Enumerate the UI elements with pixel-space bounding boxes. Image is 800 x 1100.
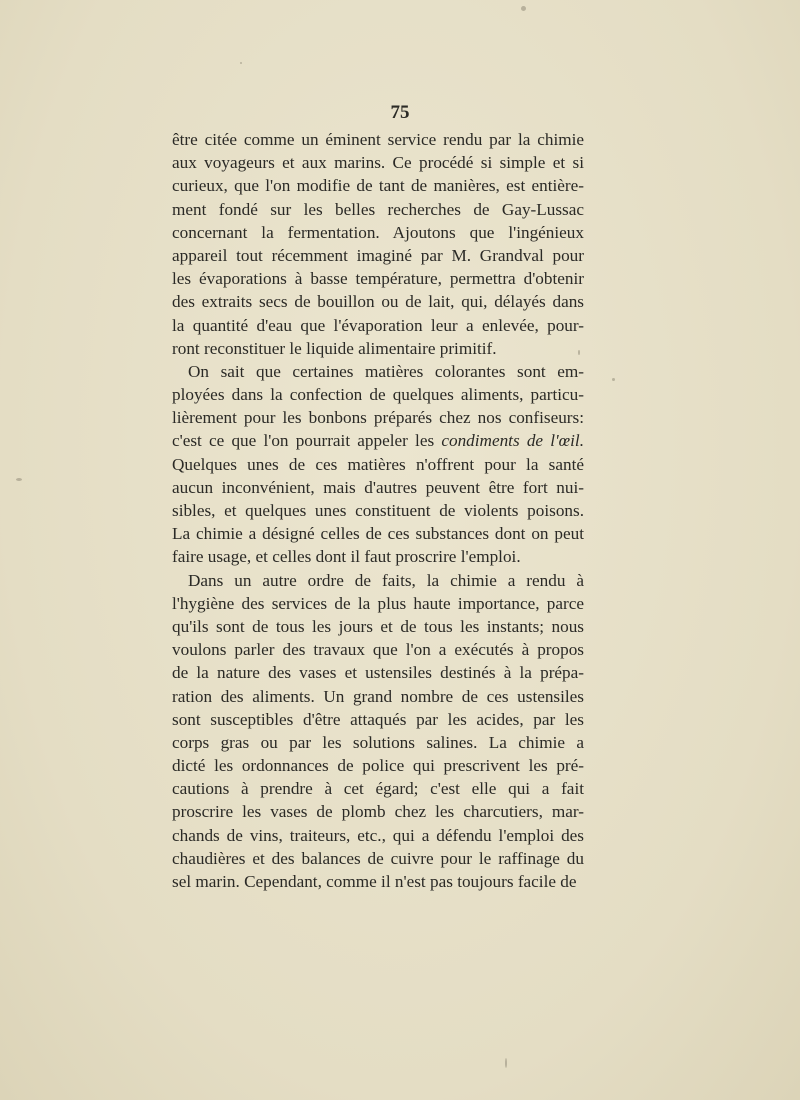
text-line: [172, 824, 584, 847]
text-line-content: voulons parler des travaux que l'on a exécutés à propos: [172, 640, 584, 660]
text-line: [172, 592, 584, 615]
text-line-content: des extraits secs de bouillon ou de lait, qui, délayés dans: [172, 292, 584, 312]
text-line: [172, 267, 584, 290]
text-line-content: l'hygiène des services de la plus haute importance, parce: [172, 593, 584, 613]
paper-speck: [505, 1058, 507, 1068]
text-line-content: ration des aliments. Un grand nombre de ces ustensiles: [172, 686, 584, 706]
text-line: [172, 406, 584, 429]
text-line-content: On sait que certaines matières colorantes sont em-: [188, 361, 584, 381]
text-line-content: dicté les ordonnances de police qui prescrivent les pré-: [172, 756, 584, 776]
text-line-content: ront reconstituer le liquide alimentaire primitif.: [172, 338, 497, 358]
text-line: [172, 615, 584, 638]
paper-speck: [240, 62, 242, 64]
text-line: [172, 244, 584, 267]
text-line-content: curieux, que l'on modifie de tant de manières, est entière-: [172, 176, 584, 196]
text-line-content: de la nature des vases et ustensiles destinés à la prépa-: [172, 663, 584, 683]
text-line-content: ment fondé sur les belles recherches de Gay-Lussac: [172, 199, 584, 219]
text-line: [172, 360, 584, 383]
text-line-content: sel marin. Cependant, comme il n'est pas toujours facile de: [172, 872, 577, 891]
text-line: [172, 522, 584, 545]
text-line: [172, 569, 584, 592]
text-line: [172, 638, 584, 661]
text-line-content: concernant la fermentation. Ajoutons que l'ingénieux: [172, 222, 584, 242]
text-line-content: c'est ce que l'on pourrait appeler les: [172, 431, 442, 451]
text-line-content: chaudières et des balances de cuivre pour le raffinage du: [172, 848, 584, 868]
text-line: [172, 174, 584, 197]
text-line: [172, 777, 584, 800]
text-line-content: appareil tout récemment imaginé par M. Grandval pour: [172, 245, 584, 265]
text-line: [172, 754, 584, 777]
text-line: [172, 314, 584, 337]
text-line: [172, 661, 584, 684]
text-line: [172, 337, 584, 360]
text-line-content: sont susceptibles d'être attaqués par les acides, par les: [172, 709, 584, 729]
text-line: [172, 453, 584, 476]
text-line: [172, 290, 584, 313]
text-line-content: Dans un autre ordre de faits, la chimie a rendu à: [188, 570, 584, 590]
text-line-content: corps gras ou par les solutions salines. La chimie a: [172, 732, 584, 752]
text-line: [172, 708, 584, 731]
paper-speck: [521, 6, 526, 11]
text-line-content: aucun inconvénient, mais d'autres peuvent être fort nui-: [172, 477, 584, 497]
italic-phrase: condiments de l'œil.: [441, 431, 584, 451]
text-line: [172, 128, 584, 151]
page-number: 75: [390, 102, 410, 123]
text-line-content: proscrire les vases de plomb chez les charcutiers, mar-: [172, 802, 584, 822]
text-line: [172, 685, 584, 708]
text-line: [172, 476, 584, 499]
text-line-content: Quelques unes de ces matières n'offrent pour la santé: [172, 454, 584, 474]
text-line-content: faire usage, et celles dont il faut proscrire l'emploi.: [172, 547, 521, 567]
text-line-content: sibles, et quelques unes constituent de violents poisons.: [172, 501, 584, 520]
paper-speck: [612, 378, 615, 381]
body-text: [172, 128, 584, 893]
text-line: [172, 383, 584, 406]
text-line-content: les évaporations à basse température, permettra d'obtenir: [172, 269, 584, 289]
text-line: [172, 800, 584, 823]
text-line-content: être citée comme un éminent service rendu par la chimie: [172, 130, 584, 149]
text-line-content: La chimie a désigné celles de ces substances dont on peut: [172, 524, 584, 544]
text-line: [172, 151, 584, 174]
text-line-content: chands de vins, traiteurs, etc., qui a défendu l'emploi des: [172, 825, 584, 845]
text-line: [172, 221, 584, 244]
text-line-content: qu'ils sont de tous les jours et de tous les instants; nous: [172, 616, 584, 636]
text-line: [172, 847, 584, 870]
text-line: [172, 499, 584, 522]
text-line: [172, 198, 584, 221]
text-line-content: ployées dans la confection de quelques aliments, particu-: [172, 385, 584, 405]
paper-speck: [578, 350, 580, 355]
text-line: [172, 870, 584, 893]
text-line-content: cautions à prendre à cet égard; c'est elle qui a fait: [172, 779, 584, 799]
text-line-content: lièrement pour les bonbons préparés chez nos confiseurs:: [172, 408, 584, 428]
text-line: [172, 545, 584, 568]
paper-speck: [16, 478, 22, 481]
text-line: [172, 429, 584, 452]
text-line: [172, 731, 584, 754]
text-line-content: la quantité d'eau que l'évaporation leur a enlevée, pour-: [172, 315, 584, 335]
text-line-content: aux voyageurs et aux marins. Ce procédé si simple et si: [172, 153, 584, 173]
